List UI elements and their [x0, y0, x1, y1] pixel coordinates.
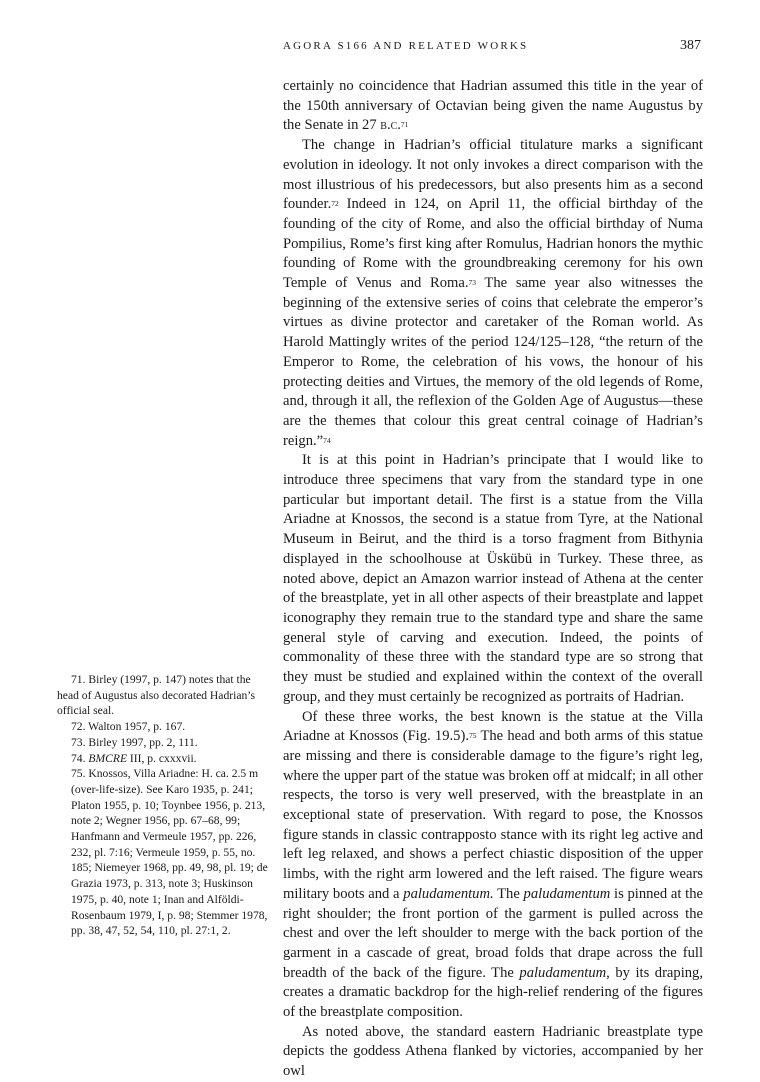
paragraph-2: The change in Hadrian’s official titulature marks a significant evolution in ideology. It not only invokes a direct comparison with the most illustrious of his predecessors, but also presents him as a second founder.$^{72}$ Indeed in 124, on April 11, the official birthday of the founding of the city of Rome, and also the official birthday of Numa Pompilius, Rome’s first king after Romulus, Hadrian honors the mythic founding of Rome with the groundbreaking ceremony for his own Temple of Venus and Roma.$^{73}$ The same year also witnesses the beginning of the extensive series of coins that celebrate the emperor’s virtues as divine protector and caretaker of the Roman world. As Harold Mattingly writes of the period 124/125–128, “the return of the Emperor to Rome, the celebration of his vows, the honour of his protecting deities and Virtues, the memory of the old legends of Rome, and, through it all, the reflexion of the Golden Age of Augustus—these are the themes that colour this great central coinage of Hadrian’s reign.”$^{74}$	[283, 137, 703, 449]
footnote-72: 72. Walton 1957, p. 167.	[71, 720, 186, 734]
page-number: 387	[680, 38, 701, 53]
italic-term: paludamentum,	[519, 964, 610, 981]
era-abbreviation: b.c.	[380, 117, 401, 134]
footnote-ref-75[interactable]: 75	[468, 731, 477, 741]
footnote-75: 75. Knossos, Villa Ariadne: H. ca. 2.5 m (over-life-size). See Karo 1935, p. 241; Platon 1955, p. 10; Toynbee 1956, p. 213, note 2; Wegner 1956, pp. 67–68, 99; Hanfmann and Vermeule 1957, pp. 226, 232, pl. 7:16; Vermeule 1959, p. 55, no. 185; Niemeyer 1968, pp. 49, 98, pl. 19; de Grazia 1973, p. 313, note 3; Huskinson 1975, p. 40, note 1; Inan and Alföldi-Rosenbaum 1979, I, p. 98; Stemmer 1978, pp. 38, 47, 52, 54, 110, pl. 27:1, 2.	[71, 767, 268, 938]
journal-abbreviation: BMCRE	[88, 751, 128, 765]
footnote-ref-71[interactable]: 71	[400, 120, 409, 130]
paragraph-1: certainly no coincidence that Hadrian assumed this title in the year of the 150th anniversary of Octavian being given the name Augustus by the Senate in 27 b.c.$^{71}$	[283, 78, 703, 134]
footnote-ref-72[interactable]: 72	[331, 199, 339, 209]
footnote-ref-73[interactable]: 73	[468, 278, 476, 288]
running-head: AGORA S166 AND RELATED WORKS	[283, 40, 529, 52]
main-text-column	[283, 77, 703, 1082]
footnotes-column	[57, 672, 275, 939]
footnote-71: 71. Birley (1997, p. 147) notes that the head of Augustus also decorated Hadrian’s official seal.	[57, 673, 256, 718]
footnote-ref-74[interactable]: 74	[323, 435, 331, 445]
footnote-74: 74. BMCRE III, p. cxxxvii.	[71, 751, 197, 765]
footnote-73: 73. Birley 1997, pp. 2, 111.	[71, 735, 198, 749]
paragraph-3: It is at this point in Hadrian’s principate that I would like to introduce three specimens that vary from the standard type in one particular but important detail. The first is a statue from the Villa Ariadne at Knossos, the second is a statue from Tyre, at the National Museum in Beirut, and the third is a torso fragment from Bithynia displayed in the schoolhouse at Üskübü in Turkey. These three, as noted above, depict an Amazon warrior instead of Athena at the center of the breastplate, yet in all other aspects of their breastplate and lappet iconography they remain true to the standard type and share the same general style of carving and execution. Indeed, the points of commonality of these three with the standard type are so strong that they must be studied and explained within the context of the overall group, and they must certainly be recognized as portraits of Hadrian.	[283, 452, 703, 705]
paragraph-5: As noted above, the standard eastern Hadrianic breastplate type depicts the goddess Athena flanked by victories, accompanied by her owl	[283, 1023, 703, 1080]
italic-term: paludamentum.	[403, 885, 494, 902]
italic-term: paludamentum	[523, 885, 611, 902]
paragraph-4: Of these three works, the best known is the statue at the Villa Ariadne at Knossos (Fig. 19.5).$^{75}$ The head and both arms of this statue are missing and there is considerable damage to the figure’s right leg, where the upper part of the statue was broken off at midcalf; in all other respects, the torso is very well preserved, with the breastplate in an exceptional state of preservation. With regard to pose, the Knossos figure stands in classic contrapposto stance with its right leg active and left leg relaxed, and shows a perfect chiastic disposition of the upper limbs, with the right arm lowered and the left raised. The figure wears military boots and a paludamentum. The paludamentum is pinned at the right shoulder; the front portion of the garment is pulled across the chest and over the left shoulder to merge with the back portion of the garment in a cascade of great, broad folds that drape across the full breadth of the back of the figure. The paludamentum, by its draping, creates a dramatic backdrop for the high-relief rendering of the figures of the breastplate composition.	[283, 708, 703, 1021]
